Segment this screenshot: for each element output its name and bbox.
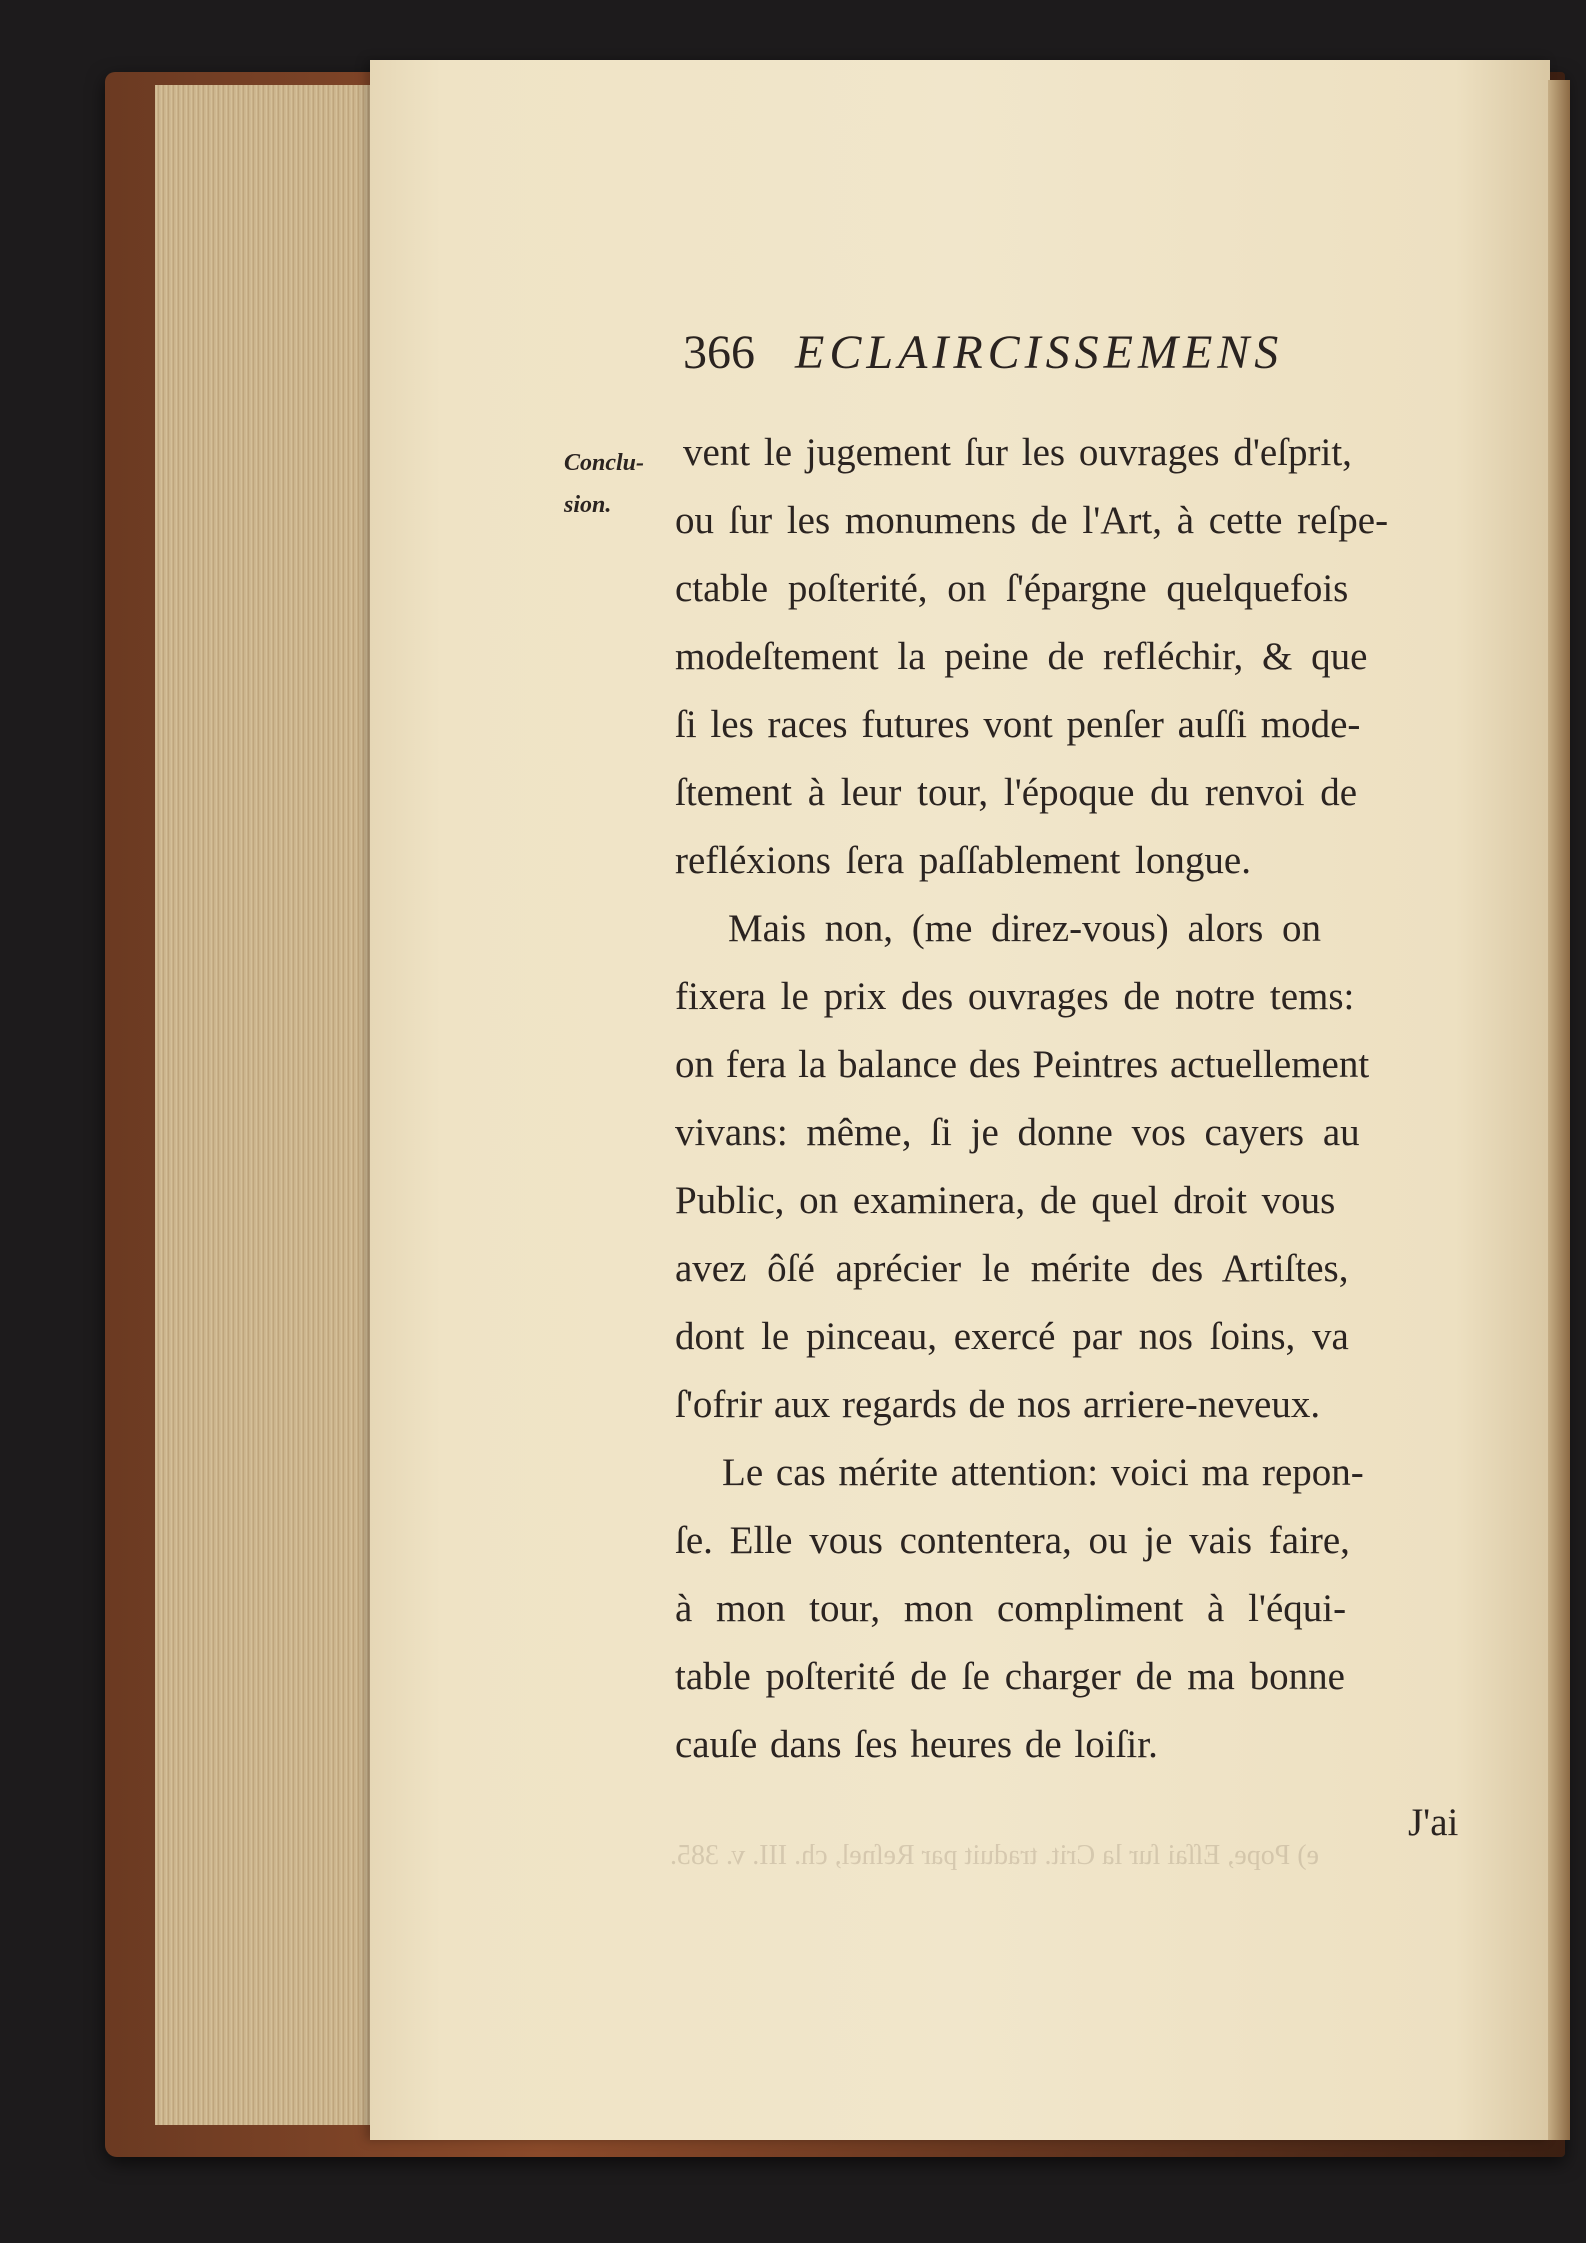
- page-header: [683, 325, 1283, 380]
- running-title: ECLAIRCISSEMENS: [795, 326, 1284, 379]
- bleed-through-text: e) Pope, Eſſai ſur la Crit. traduit par Reſnel, ch. III. v. 385.: [670, 1840, 1320, 1871]
- text-line: fixera le prix des ouvrages de notre tems:: [675, 975, 1355, 1018]
- page-number: 366: [683, 326, 755, 379]
- text-line: dont le pinceau, exercé par nos ſoins, va: [675, 1315, 1349, 1358]
- text-line: refléxions ſera paſſablement longue.: [675, 839, 1251, 882]
- text-line: ctable poſterité, on ſ'épargne quelquefois: [675, 567, 1349, 610]
- page-right-edge: [1548, 80, 1570, 2140]
- marginal-note-line: Conclu-: [564, 450, 645, 476]
- marginal-note-line: sion.: [564, 492, 612, 518]
- text-line: Le cas mérite attention: voici ma repon-: [722, 1451, 1364, 1494]
- text-line: à mon tour, mon compliment à l'équi-: [675, 1587, 1347, 1630]
- text-line: vent le jugement ſur les ouvrages d'eſprit,: [683, 431, 1352, 474]
- text-line: ſ'ofrir aux regards de nos arriere-neveux.: [675, 1383, 1321, 1426]
- text-line: avez ôſé aprécier le mérite des Artiſtes,: [675, 1247, 1349, 1290]
- text-line: ou ſur les monumens de l'Art, à cette reſpe-: [675, 499, 1389, 542]
- text-line: on fera la balance des Peintres actuellement: [675, 1043, 1370, 1086]
- text-line: modeſtement la peine de refléchir, & que: [675, 635, 1368, 678]
- text-line: table poſterité de ſe charger de ma bonne: [675, 1655, 1345, 1698]
- text-line: Mais non, (me direz-vous) alors on: [728, 907, 1322, 950]
- text-line: ſi les races futures vont penſer auſſi mode-: [675, 703, 1361, 746]
- text-line: ſe. Elle vous contentera, ou je vais faire,: [675, 1519, 1350, 1562]
- page-edges: [155, 85, 380, 2125]
- marginal-note: [564, 442, 644, 526]
- text-line: vivans: même, ſi je donne vos cayers au: [675, 1111, 1360, 1154]
- text-line: ſtement à leur tour, l'époque du renvoi de: [675, 771, 1358, 814]
- text-line: cauſe dans ſes heures de loiſir.: [675, 1723, 1158, 1766]
- text-line: Public, on examinera, de quel droit vous: [675, 1179, 1336, 1222]
- catchword: J'ai: [1408, 1801, 1459, 1844]
